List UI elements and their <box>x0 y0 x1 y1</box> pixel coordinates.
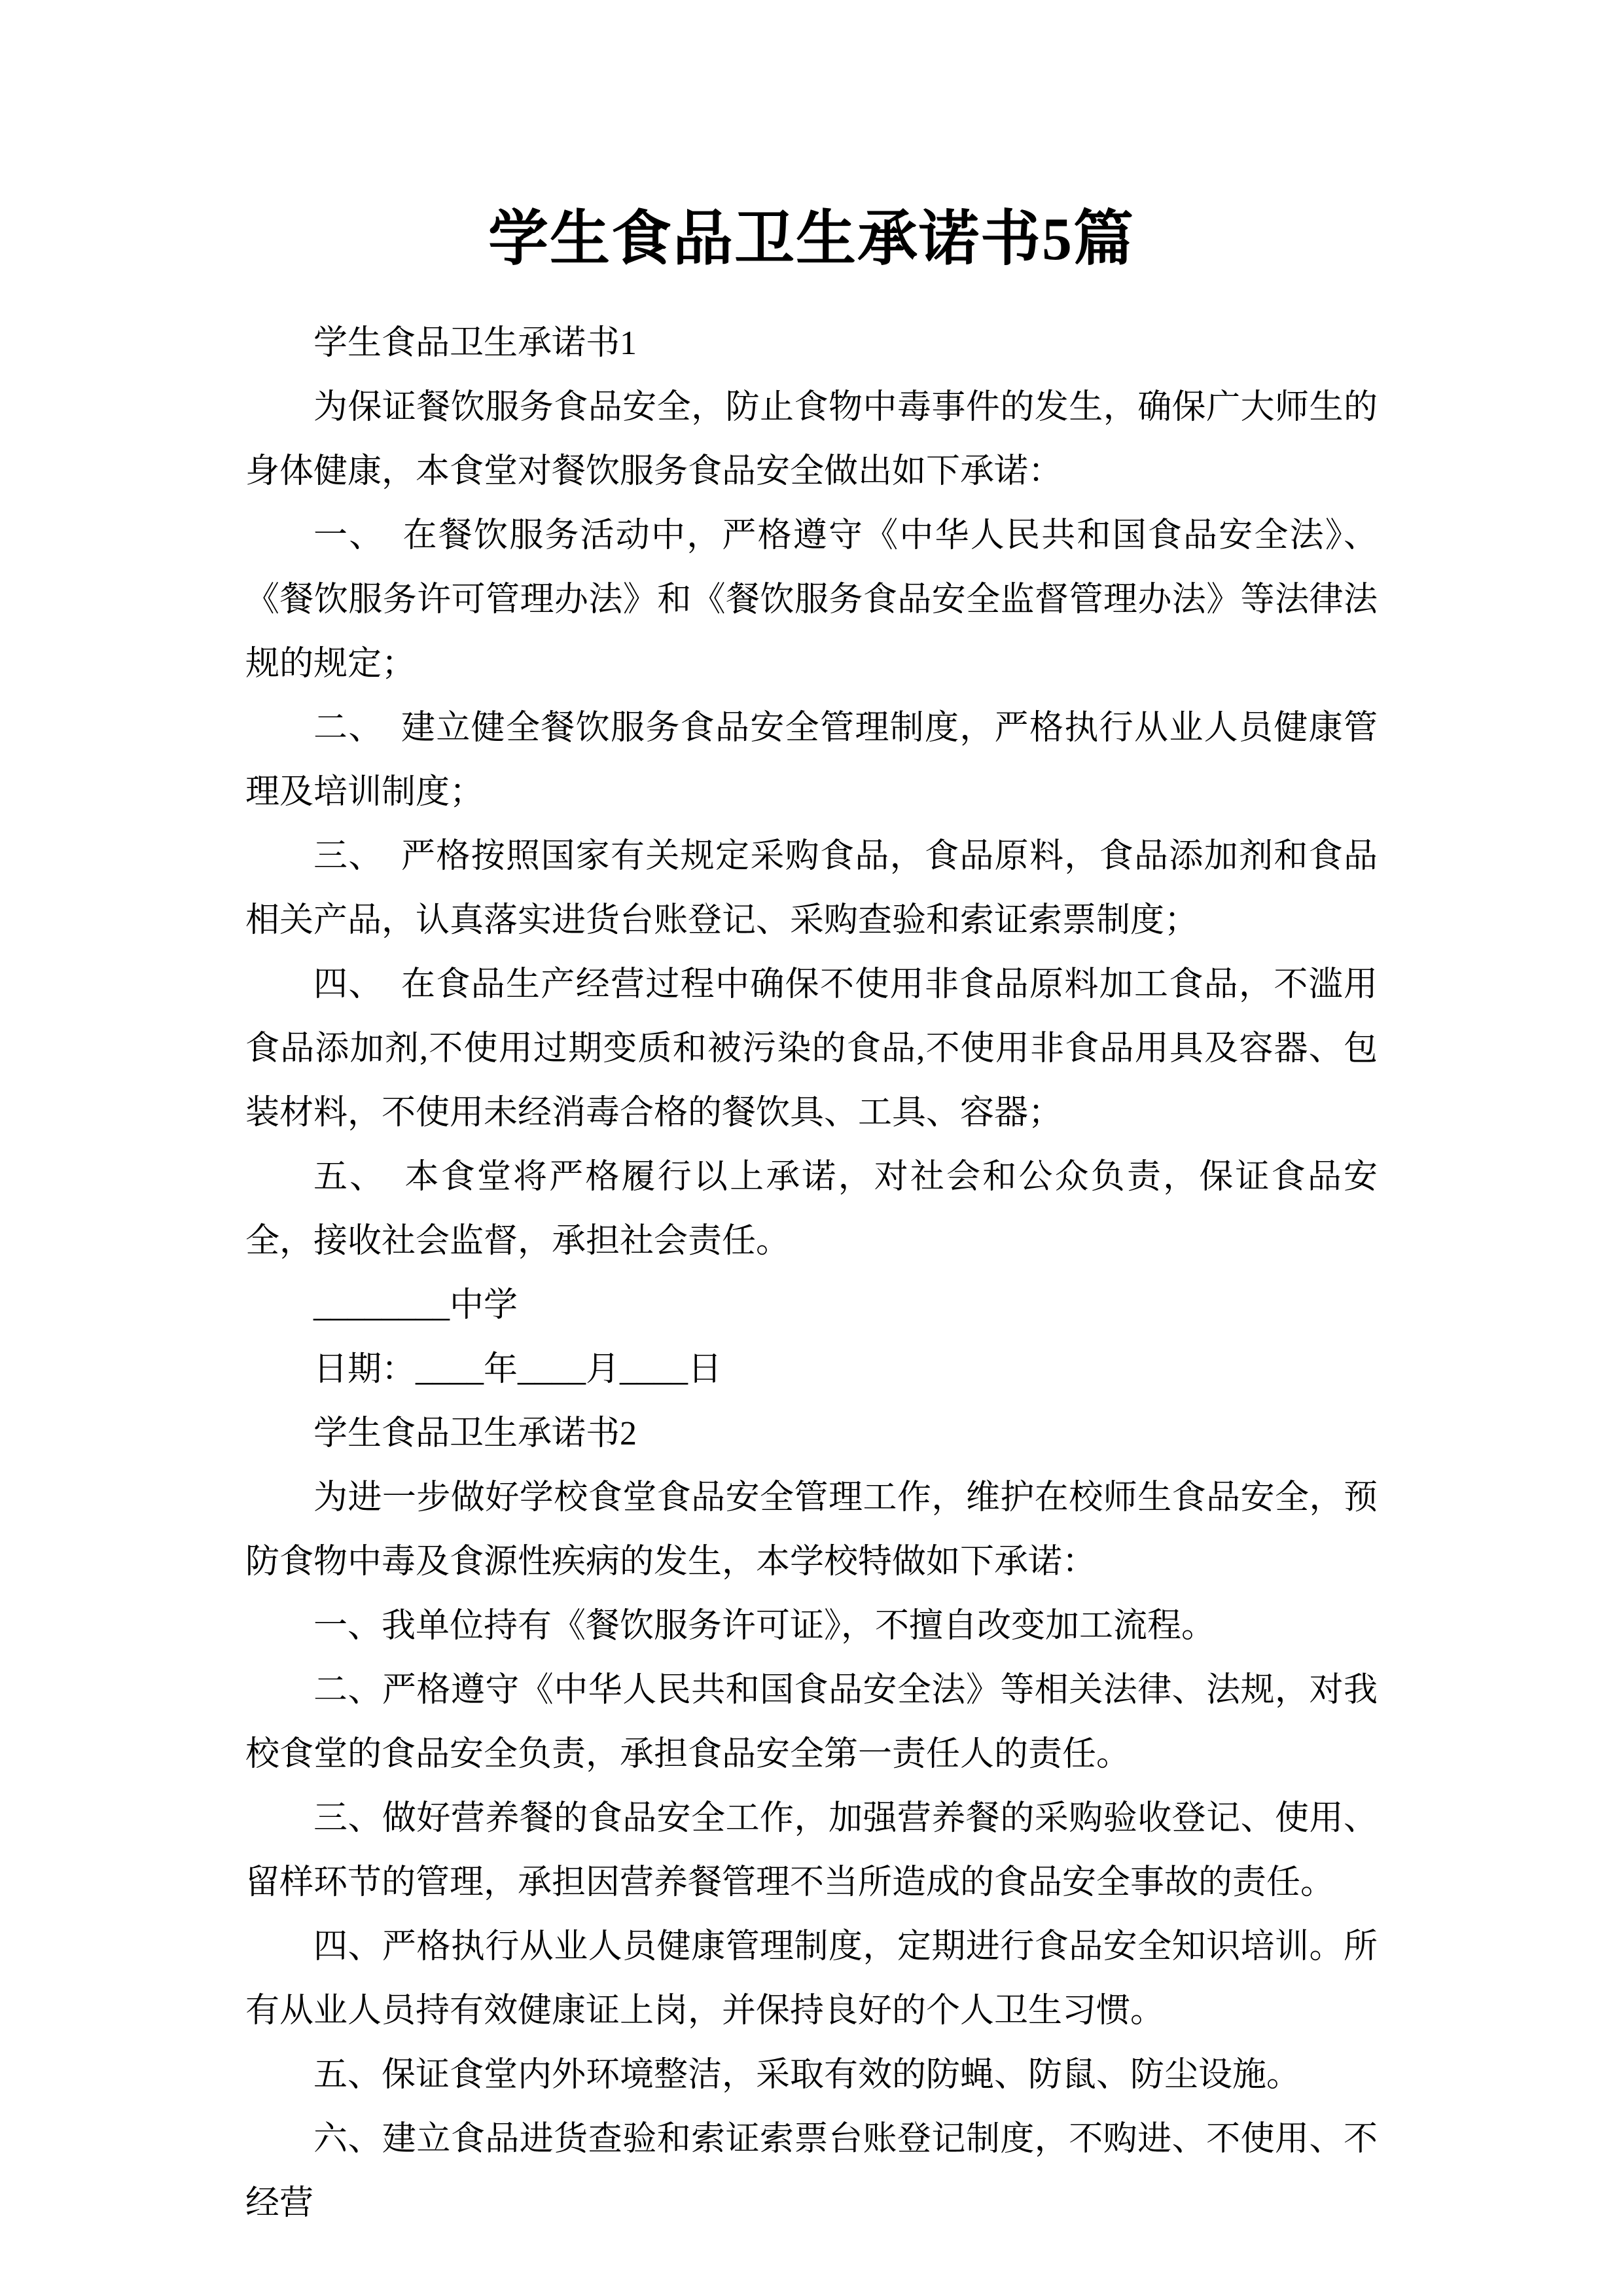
paragraph: 为保证餐饮服务食品安全，防止食物中毒事件的发生，确保广大师生的身体健康，本食堂对餐饮服务食品安全做出如下承诺： <box>245 389 1378 490</box>
date-line: 日期：____年____月____日 <box>313 1351 722 1388</box>
paragraph: 六、建立食品进货查验和索证索票台账登记制度，不购进、不使用、不经营 <box>245 2121 1378 2222</box>
paragraph: 为进一步做好学校食堂食品安全管理工作，维护在校师生食品安全，预防食物中毒及食源性疾病的发生，本学校特做如下承诺： <box>245 1479 1378 1581</box>
paragraph: 二、 建立健全餐饮服务食品安全管理制度，严格执行从业人员健康管理及培训制度； <box>245 709 1378 811</box>
section-heading: 学生食品卫生承诺书1 <box>313 325 637 362</box>
section-heading: 学生食品卫生承诺书2 <box>313 1415 637 1452</box>
document-title: 学生食品卫生承诺书5篇 <box>488 206 1135 272</box>
paragraph: 五、保证食堂内外环境整洁，采取有效的防蝇、防鼠、防尘设施。 <box>313 2056 1301 2094</box>
paragraph: 三、做好营养餐的食品安全工作，加强营养餐的采购验收登记、使用、留样环节的管理，承担因营养餐管理不当所造成的食品安全事故的责任。 <box>245 1800 1378 1901</box>
paragraph: 三、 严格按照国家有关规定采购食品，食品原料，食品添加剂和食品相关产品，认真落实进货台账登记、采购查验和索证索票制度； <box>245 838 1378 939</box>
paragraph: 一、我单位持有《餐饮服务许可证》，不擅自改变加工流程。 <box>313 1607 1216 1645</box>
paragraph: 四、严格执行从业人员健康管理制度，定期进行食品安全知识培训。所有从业人员持有效健康证上岗，并保持良好的个人卫生习惯。 <box>245 1928 1378 2030</box>
paragraph: 五、 本食堂将严格履行以上承诺，对社会和公众负责，保证食品安全，接收社会监督，承担社会责任。 <box>245 1158 1378 1260</box>
paragraph: 四、 在食品生产经营过程中确保不使用非食品原料加工食品，不滥用食品添加剂,不使用过期变质和被污染的食品,不使用非食品用具及容器、包装材料，不使用未经消毒合格的餐饮具、工具、容器； <box>245 966 1378 1132</box>
paragraph: 二、严格遵守《中华人民共和国食品安全法》等相关法律、法规，对我校食堂的食品安全负责，承担食品安全第一责任人的责任。 <box>245 1672 1378 1773</box>
signature-line: ________中学 <box>313 1287 518 1324</box>
paragraph: 一、 在餐饮服务活动中，严格遵守《中华人民共和国食品安全法》、《餐饮服务许可管理办法》和《餐饮服务食品安全监督管理办法》等法律法规的规定； <box>245 517 1378 683</box>
